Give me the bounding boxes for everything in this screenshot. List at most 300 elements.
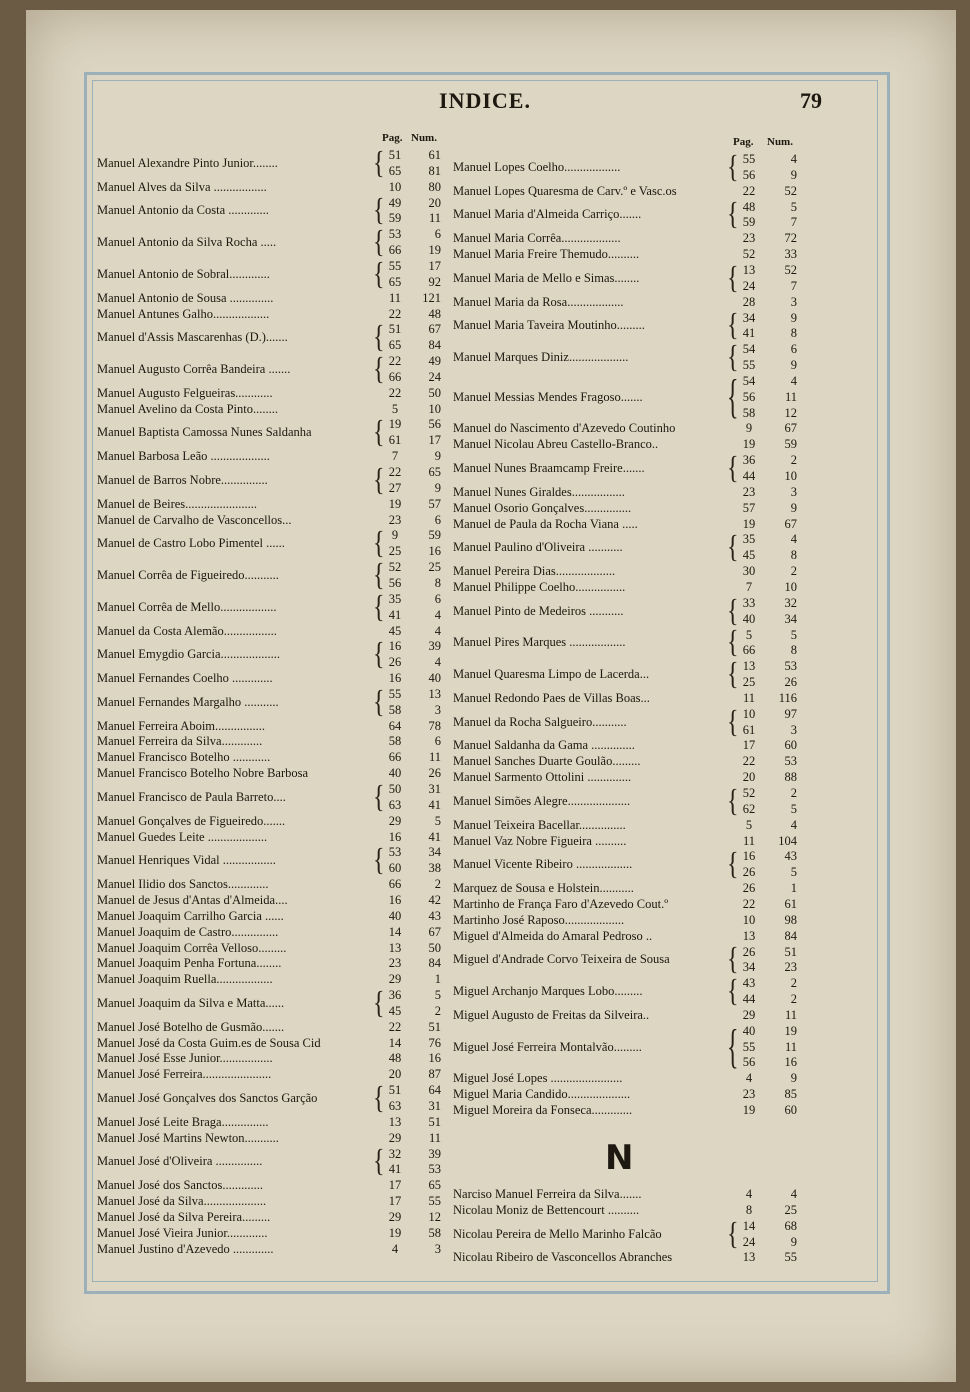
brace-glyph: { [373, 416, 385, 451]
entry-number: 13 [428, 686, 441, 701]
entry-page: 26 [742, 865, 756, 880]
entry-name: Manuel Maria d'Almeida Carriço....... [453, 207, 642, 222]
entry-name: Manuel Joaquim Penha Fortuna........ [97, 956, 282, 971]
entry-page: 29 [388, 1130, 402, 1145]
entry-page: 28 [742, 294, 756, 309]
entry-page: 13 [742, 1250, 756, 1265]
entry-name: Martinho José Raposo................... [453, 912, 625, 927]
entry-number: 10 [784, 468, 797, 483]
entry-name: Manuel Joaquim da Silva e Matta...... [97, 995, 285, 1010]
entry-number: 10 [784, 579, 797, 594]
entry-name: Manuel Antonio da Costa ............. [97, 203, 269, 218]
entry-number: 51 [428, 1114, 441, 1129]
entry-name: Manuel Vicente Ribeiro .................. [453, 857, 633, 872]
entry-number: 4 [434, 655, 441, 670]
entry-page: 26 [388, 655, 402, 670]
index-entry [451, 1103, 801, 1119]
brace-glyph: { [727, 150, 739, 186]
entry-number: 5 [434, 988, 441, 1003]
entry-name: Manuel Gonçalves de Figueiredo....... [97, 813, 286, 828]
pag-header: Pag. [733, 136, 754, 148]
entry-page: 56 [742, 167, 756, 182]
entry-page: 54 [742, 373, 756, 388]
index-entry [451, 849, 801, 881]
index-entry [97, 1083, 447, 1115]
entry-name: Manuel Joaquim Carrilho Garcia ...... [97, 908, 284, 923]
entry-page: 13 [388, 1114, 402, 1129]
entry-page: 53 [388, 845, 402, 860]
entry-page: 65 [388, 274, 402, 289]
entry-page: 44 [742, 992, 756, 1007]
entry-number: 5 [434, 813, 441, 828]
brace-glyph: { [727, 1021, 739, 1074]
index-entry [451, 1187, 801, 1203]
index-entry [97, 291, 447, 307]
entry-page: 19 [388, 496, 402, 511]
entry-number: 26 [784, 675, 797, 690]
entry-number: 9 [434, 480, 441, 495]
brace-glyph: { [373, 1081, 385, 1117]
entry-number: 2 [790, 992, 797, 1007]
entry-name: Manuel de Castro Lobo Pimentel ...... [97, 536, 285, 551]
entry-name: Manuel José Botelho de Gusmão....... [97, 1019, 285, 1034]
entry-number: 3 [790, 484, 797, 499]
index-entry [97, 417, 447, 449]
index-entry [97, 830, 447, 846]
brace-glyph: { [373, 638, 385, 673]
entry-page: 55 [388, 258, 402, 273]
entry-name: Manuel da Costa Alemão................. [97, 623, 277, 638]
entry-number: 9 [790, 500, 797, 515]
entry-number: 24 [428, 369, 441, 384]
index-entry [97, 956, 447, 972]
entry-page: 40 [742, 611, 756, 626]
entry-page: 23 [388, 956, 402, 971]
entry-number: 67 [784, 421, 797, 436]
entry-page: 32 [388, 1146, 402, 1161]
index-entry [97, 909, 447, 925]
entry-number: 11 [428, 1130, 441, 1145]
index-entry [97, 687, 447, 719]
index-entry [451, 295, 801, 311]
entry-page: 24 [742, 1234, 756, 1249]
index-entry [451, 184, 801, 200]
index-entry [451, 770, 801, 786]
entry-name: Manuel Fernandes Margalho ........... [97, 694, 279, 709]
entry-page: 10 [742, 912, 756, 927]
entry-name: Manuel Emygdio Garcia................... [97, 647, 280, 662]
entry-name: Manuel José d'Oliveira ............... [97, 1154, 263, 1169]
index-entry [451, 913, 801, 929]
entry-page: 13 [742, 262, 756, 277]
entry-number: 17 [428, 258, 441, 273]
entry-page: 9 [745, 421, 753, 436]
entry-number: 25 [428, 560, 441, 575]
index-entry [451, 1250, 801, 1266]
entry-page: 65 [388, 163, 402, 178]
index-entry [451, 596, 801, 628]
entry-page: 8 [745, 1202, 753, 1217]
entry-page: 16 [388, 639, 402, 654]
brace-glyph: { [727, 1217, 739, 1252]
entry-number: 3 [790, 294, 797, 309]
entry-number: 84 [428, 956, 441, 971]
entry-number: 31 [428, 1098, 441, 1113]
index-entry [97, 322, 447, 354]
entry-number: 92 [428, 274, 441, 289]
index-entry [451, 818, 801, 834]
entry-name: Manuel Pinto de Medeiros ........... [453, 603, 624, 618]
entry-page: 10 [388, 179, 402, 194]
entry-page: 53 [388, 227, 402, 242]
brace-glyph: { [373, 352, 385, 388]
entry-name: Manuel Ilidio dos Sanctos............. [97, 877, 269, 892]
entry-name: Manuel da Rocha Salgueiro........... [453, 714, 627, 729]
entry-name: Manuel Barbosa Leão ................... [97, 449, 270, 464]
entry-name: Miguel d'Almeida do Amaral Pedroso .. [453, 928, 653, 943]
entry-page: 55 [742, 1039, 756, 1054]
index-entry [97, 259, 447, 291]
index-entry [451, 371, 801, 424]
entry-name: Manuel José da Silva Pereira......... [97, 1209, 271, 1224]
entry-name: Manuel Joaquim Ruella.................. [97, 972, 273, 987]
entry-page: 27 [388, 480, 402, 495]
entry-name: Manuel Nicolau Abreu Castello-Branco.. [453, 437, 659, 452]
entry-page: 13 [742, 659, 756, 674]
entry-name: Manuel Augusto Felgueiras............ [97, 385, 273, 400]
entry-name: Nicolau Ribeiro de Vasconcellos Abranches [453, 1250, 673, 1265]
entry-name: Manuel de Carvalho de Vasconcellos... [97, 512, 292, 527]
entry-page: 11 [388, 290, 402, 305]
brace-glyph: { [373, 780, 385, 816]
entry-page: 19 [388, 1225, 402, 1240]
entry-number: 97 [784, 706, 797, 721]
entry-name: Manuel José da Silva.................... [97, 1194, 267, 1209]
entry-name: Manuel Francisco Botelho ............ [97, 750, 271, 765]
entry-number: 5 [790, 627, 797, 642]
entry-number: 6 [434, 227, 441, 242]
index-entry [451, 945, 801, 977]
brace-glyph: { [373, 146, 385, 182]
entry-page: 55 [742, 152, 756, 166]
entry-page: 54 [742, 342, 756, 357]
entry-number: 4 [790, 1187, 797, 1201]
entry-page: 9 [391, 528, 399, 543]
entry-page: 49 [388, 195, 402, 210]
entry-page: 50 [388, 782, 402, 796]
entry-number: 19 [784, 1023, 797, 1038]
entry-name: Manuel José Ferreira...................... [97, 1067, 272, 1082]
entry-name: Manuel Nunes Braamcamp Freire....... [453, 461, 645, 476]
entry-page: 41 [388, 607, 402, 622]
index-entry [97, 941, 447, 957]
entry-page: 17 [388, 1194, 402, 1209]
entry-number: 80 [428, 179, 441, 194]
entry-name: Manuel Antonio da Silva Rocha ..... [97, 235, 277, 250]
brace-glyph: { [727, 309, 739, 344]
num-header: Num. [767, 136, 793, 148]
entry-number: 38 [428, 861, 441, 876]
entry-number: 40 [428, 671, 441, 686]
entry-name: Manuel Simões Alegre.................... [453, 793, 631, 808]
entry-number: 59 [428, 528, 441, 543]
brace-glyph: { [727, 594, 739, 629]
entry-name: Manuel Corrêa de Mello.................. [97, 599, 277, 614]
entry-page: 61 [742, 722, 756, 737]
entry-page: 56 [388, 575, 402, 590]
entry-number: 11 [428, 211, 441, 226]
entry-name: Manuel Quaresma Limpo de Lacerda... [453, 667, 650, 682]
entry-page: 60 [388, 861, 402, 876]
entry-number: 8 [790, 643, 797, 658]
entry-name: Miguel Moreira da Fonseca............. [453, 1103, 633, 1117]
num-header: Num. [411, 132, 437, 144]
entry-number: 43 [784, 849, 797, 864]
index-entry [97, 528, 447, 560]
entry-page: 24 [742, 278, 756, 293]
brace-glyph: { [373, 321, 385, 356]
entry-number: 2 [790, 786, 797, 800]
entry-name: Manuel Osorio Gonçalves............... [453, 500, 632, 515]
entry-page: 55 [388, 686, 402, 701]
entry-page: 48 [742, 199, 756, 214]
entry-number: 11 [784, 1007, 797, 1022]
entry-name: Manuel José Esse Junior................. [97, 1051, 273, 1066]
index-entry [451, 707, 801, 739]
index-entry [97, 925, 447, 941]
entry-page: 4 [391, 1241, 399, 1256]
entry-number: 2 [790, 564, 797, 579]
entry-page: 10 [742, 706, 756, 721]
entry-page: 22 [742, 896, 756, 911]
entry-page: 23 [742, 484, 756, 499]
entry-page: 41 [388, 1162, 402, 1177]
index-entry [451, 152, 801, 184]
index-entry [451, 200, 801, 232]
entry-page: 23 [388, 512, 402, 527]
entry-page: 5 [745, 817, 753, 832]
index-entry [97, 1226, 447, 1242]
entry-name: Manuel d'Assis Mascarenhas (D.)....... [97, 330, 288, 345]
entry-number: 34 [428, 845, 441, 860]
entry-number: 76 [428, 1035, 441, 1050]
entry-number: 2 [434, 1003, 441, 1018]
entry-number: 12 [784, 405, 797, 420]
entry-number: 60 [784, 738, 797, 753]
index-entry [97, 1036, 447, 1052]
index-entry [97, 814, 447, 830]
entry-name: Manuel de Beires....................... [97, 496, 258, 511]
index-entry [451, 738, 801, 754]
entry-number: 1 [434, 972, 441, 987]
index-entry [97, 465, 447, 497]
entry-page: 23 [742, 1087, 756, 1102]
entry-name: Manuel Vaz Nobre Figueira .......... [453, 833, 627, 848]
index-entry [97, 988, 447, 1020]
entry-name: Marquez de Sousa e Holstein........... [453, 881, 634, 896]
entry-number: 3 [434, 1241, 441, 1256]
entry-number: 48 [428, 306, 441, 321]
entry-page: 51 [388, 322, 402, 337]
brace-glyph: { [373, 225, 385, 261]
index-entry [97, 624, 447, 640]
entry-page: 22 [742, 183, 756, 198]
entry-page: 14 [388, 1035, 402, 1050]
index-entry [97, 1194, 447, 1210]
entry-number: 6 [434, 512, 441, 527]
index-entry [451, 564, 801, 580]
entry-name: Nicolau Moniz de Bettencourt .......... [453, 1202, 640, 1217]
entry-number: 4 [790, 152, 797, 166]
entry-number: 8 [434, 575, 441, 590]
entry-number: 98 [784, 912, 797, 927]
entry-page: 63 [388, 1098, 402, 1113]
brace-glyph: { [727, 705, 739, 740]
index-entry [451, 437, 801, 453]
entry-name: Manuel Lopes Coelho.................. [453, 159, 621, 174]
brace-glyph: { [373, 257, 385, 292]
index-entry [451, 834, 801, 850]
index-entry [97, 386, 447, 402]
entry-name: Manuel Fernandes Coelho ............. [97, 671, 273, 686]
index-entry [97, 180, 447, 196]
entry-number: 87 [428, 1067, 441, 1082]
page-number: 79 [800, 88, 822, 113]
entry-name: Narciso Manuel Ferreira da Silva....... [453, 1187, 642, 1201]
index-entry [451, 691, 801, 707]
entry-name: Manuel José Gonçalves dos Sanctos Garção [97, 1091, 318, 1106]
section-letter: N [605, 1138, 634, 1178]
entry-number: 26 [428, 766, 441, 781]
entry-page: 20 [388, 1067, 402, 1082]
entry-page: 40 [742, 1023, 756, 1038]
entry-number: 9 [790, 358, 797, 373]
entry-number: 9 [434, 449, 441, 464]
entry-name: Manuel Alexandre Pinto Junior........ [97, 155, 278, 170]
entry-number: 17 [428, 433, 441, 448]
entry-number: 41 [428, 797, 441, 812]
entry-name: Manuel Sarmento Ottolini .............. [453, 770, 632, 785]
entry-page: 66 [742, 643, 756, 658]
entry-name: Manuel Francisco de Paula Barreto.... [97, 789, 286, 804]
index-entry [451, 263, 801, 295]
entry-page: 16 [388, 829, 402, 844]
index-entry [451, 897, 801, 913]
entry-page: 26 [742, 881, 756, 896]
entry-page: 11 [742, 833, 756, 848]
entry-page: 22 [388, 465, 402, 479]
entry-page: 58 [388, 702, 402, 717]
brace-glyph: { [727, 657, 739, 693]
entry-number: 7 [790, 278, 797, 293]
index-entry [451, 929, 801, 945]
brace-glyph: { [373, 527, 385, 562]
brace-glyph: { [727, 261, 739, 296]
entry-page: 29 [742, 1007, 756, 1022]
entry-number: 84 [428, 338, 441, 353]
brace-glyph: { [727, 784, 739, 820]
entry-number: 78 [428, 718, 441, 733]
entry-name: Manuel Teixeira Bacellar............... [453, 817, 626, 832]
entry-number: 7 [790, 215, 797, 230]
entry-number: 5 [790, 199, 797, 214]
entry-number: 5 [790, 865, 797, 880]
index-entry [451, 881, 801, 897]
entry-name: Manuel Francisco Botelho Nobre Barbosa [97, 766, 309, 781]
entry-number: 60 [784, 1103, 797, 1117]
entry-number: 2 [434, 877, 441, 892]
index-entry [97, 592, 447, 624]
entry-number: 51 [784, 944, 797, 959]
entry-number: 84 [784, 928, 797, 943]
entry-page: 19 [742, 516, 756, 531]
entry-name: Miguel José Ferreira Montalvão......... [453, 1039, 642, 1054]
brace-glyph: { [373, 986, 385, 1022]
index-entry [97, 497, 447, 513]
entry-name: Manuel Lopes Quaresma de Carv.º e Vasc.os [453, 183, 677, 198]
entry-page: 5 [745, 627, 753, 642]
index-entry [451, 1219, 801, 1251]
index-entry [451, 501, 801, 517]
entry-number: 31 [428, 782, 441, 796]
entry-name: Miguel d'Andrade Corvo Teixeira de Sousa [453, 952, 670, 967]
index-entry [97, 750, 447, 766]
entry-number: 16 [428, 1051, 441, 1066]
entry-number: 11 [784, 389, 797, 404]
entry-name: Manuel Avelino da Costa Pinto........ [97, 401, 279, 416]
page-title: INDICE. [439, 88, 531, 113]
index-entry [97, 1147, 447, 1179]
brace-glyph: { [373, 844, 385, 879]
entry-number: 72 [784, 231, 797, 246]
entry-number: 8 [790, 326, 797, 341]
entry-number: 9 [790, 1234, 797, 1249]
entry-page: 7 [391, 449, 399, 464]
entry-number: 9 [790, 167, 797, 182]
entry-number: 4 [434, 623, 441, 638]
index-entry [97, 719, 447, 735]
entry-page: 34 [742, 960, 756, 975]
entry-name: Manuel Ferreira da Silva............. [97, 734, 263, 749]
entry-name: Miguel Maria Candido.................... [453, 1087, 631, 1102]
entry-page: 58 [388, 734, 402, 749]
entry-name: Manuel Antunes Galho.................. [97, 306, 270, 321]
entry-number: 41 [428, 829, 441, 844]
index-entry [97, 196, 447, 228]
entry-name: Manuel Guedes Leite ................... [97, 829, 268, 844]
entry-number: 53 [784, 659, 797, 674]
entry-number: 1 [790, 881, 797, 896]
index-entry [97, 734, 447, 750]
brace-glyph: { [727, 371, 739, 424]
entry-page: 22 [742, 754, 756, 769]
entry-name: Martinho de França Faro d'Azevedo Cout.º [453, 896, 669, 911]
entry-number: 49 [428, 354, 441, 369]
entry-name: Manuel Redondo Paes de Villas Boas... [453, 690, 650, 705]
entry-page: 44 [742, 468, 756, 483]
entry-name: Manuel Marques Diniz................... [453, 350, 629, 365]
entry-number: 34 [784, 611, 797, 626]
entry-name: Manuel de Jesus d'Antas d'Almeida.... [97, 892, 288, 907]
entry-number: 57 [428, 496, 441, 511]
entry-name: Miguel Augusto de Freitas da Silveira.. [453, 1007, 650, 1022]
entry-page: 16 [388, 892, 402, 907]
entry-number: 68 [784, 1218, 797, 1233]
entry-number: 3 [790, 722, 797, 737]
index-entry [451, 1087, 801, 1103]
entry-name: Manuel José Leite Braga............... [97, 1114, 269, 1129]
index-entry [97, 877, 447, 893]
